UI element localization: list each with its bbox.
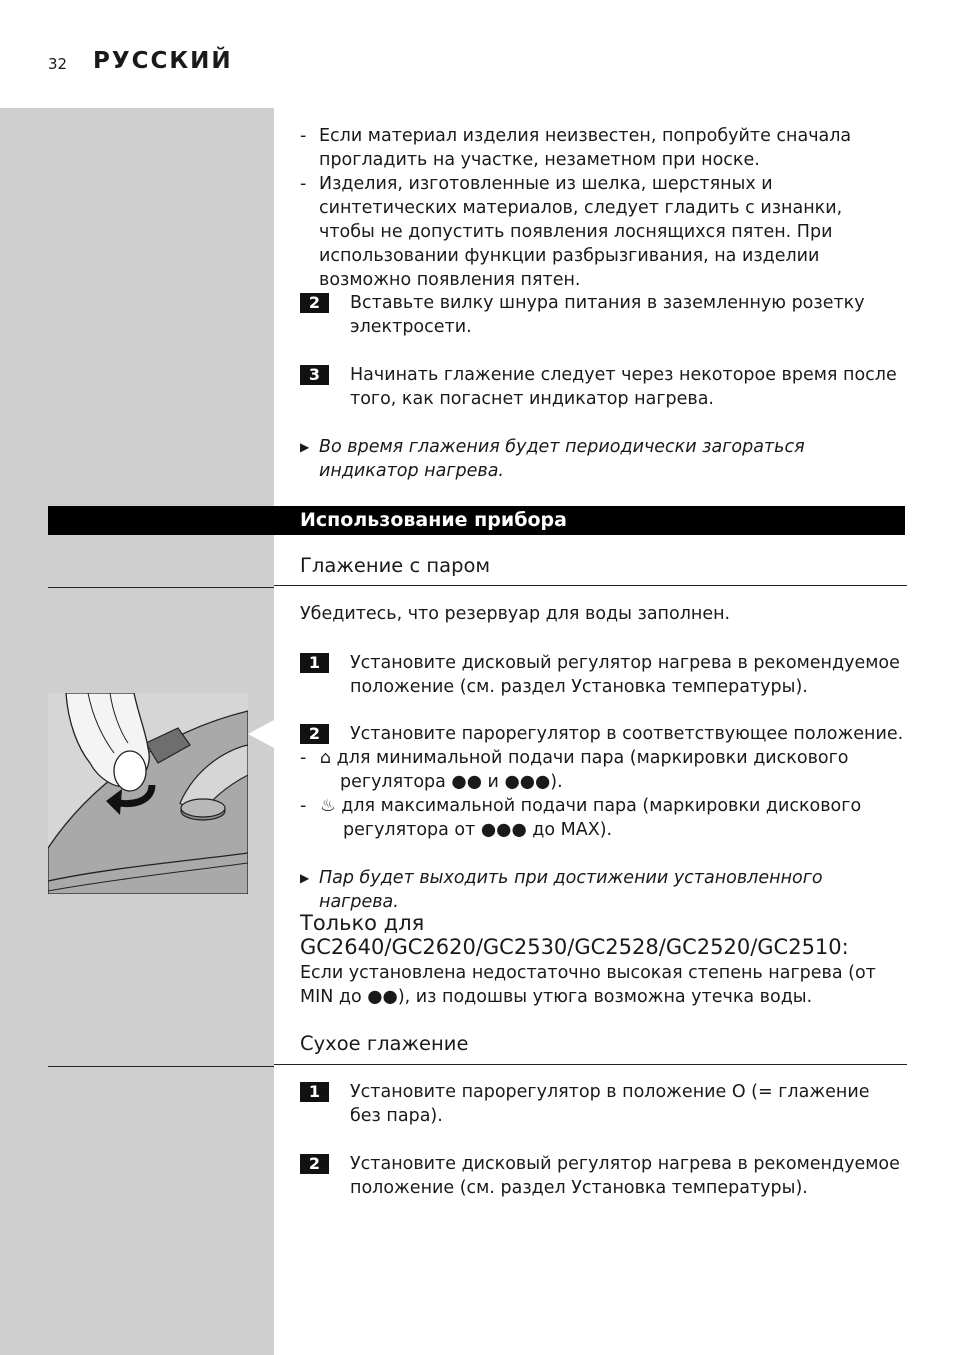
step-number: 3: [300, 365, 329, 385]
iron-drawing: [48, 693, 248, 894]
triangle-bullet-icon: ▶: [300, 871, 310, 885]
intro-text: Убедитесь, что резервуар для воды заполнен.: [300, 604, 731, 624]
list-item-text: Если материал изделия неизвестен, попробуйте сначала прогладить на участке, незаметном при носке.: [319, 126, 852, 170]
list-item-text: ♨ для максимальной подачи пара (маркировки дискового регулятора от ●●● до MAX).: [320, 796, 862, 840]
step-item: [300, 651, 900, 699]
step-item: [300, 1080, 900, 1128]
step-item: [300, 363, 900, 411]
models-text: Если установлена недостаточно высокая степень нагрева (от MIN до ●●), из подошвы утюга возможна утечка воды.: [300, 963, 876, 1007]
heading-rule: [48, 587, 274, 588]
subsection-heading-dry: Сухое глажение: [300, 1032, 469, 1055]
step-text: Установите дисковый регулятор нагрева в рекомендуемое положение (см. раздел Установка температуры).: [350, 653, 900, 697]
heading-rule: [274, 1064, 907, 1065]
subsection-heading-steam: Глажение с паром: [300, 554, 491, 577]
list-item: [300, 794, 900, 842]
step-item: [300, 722, 910, 746]
list-item: [300, 124, 900, 172]
dash-marker: -: [300, 174, 307, 194]
step-text: Начинать глажение следует через некоторое время после того, как погаснет индикатор нагрева.: [350, 365, 897, 409]
step-number: 1: [300, 653, 329, 673]
triangle-bullet-icon: ▶: [300, 440, 310, 454]
step-number: 2: [300, 293, 329, 313]
result-note: [300, 435, 890, 483]
list-item-text: ⌂ для минимальной подачи пара (маркировки дискового регулятора ●● и ●●●).: [320, 748, 849, 792]
section-title: Использование прибора: [300, 509, 567, 531]
dash-marker: -: [300, 796, 307, 816]
models-heading: Только для GC2640/GC2620/GC2530/GC2528/GC2520/GC2510:: [300, 911, 849, 959]
list-item: [300, 746, 900, 794]
step-text: Установите парорегулятор в положение O (= глажение без пара).: [350, 1082, 870, 1126]
language-heading: РУССКИЙ: [93, 48, 233, 74]
list-item: [300, 172, 900, 292]
step-item: [300, 1152, 900, 1200]
note-text: Пар будет выходить при достижении установленного нагрева.: [319, 868, 823, 912]
heading-rule: [48, 1066, 274, 1067]
result-note: [300, 866, 900, 914]
callout-pointer: [248, 720, 274, 748]
heading-rule: [274, 585, 907, 586]
step-number: 2: [300, 724, 329, 744]
step-text: Установите парорегулятор в соответствующее положение.: [350, 724, 904, 744]
step-number: 1: [300, 1082, 329, 1102]
dash-marker: -: [300, 126, 307, 146]
note-text: Во время глажения будет периодически загораться индикатор нагрева.: [319, 437, 805, 481]
step-item: [300, 291, 900, 339]
dash-marker: -: [300, 748, 307, 768]
step-number: 2: [300, 1154, 329, 1174]
iron-steam-control-illustration: [48, 693, 248, 894]
page-number: 32: [48, 55, 68, 73]
list-item-text: Изделия, изготовленные из шелка, шерстяных и синтетических материалов, следует гладить с изнанки, чтобы не допустить появления лоснящихся пятен. При использовании функции разбрызгивания, на изделии возможно появления пятен.: [319, 174, 843, 290]
step-text: Вставьте вилку шнура питания в заземленную розетку электросети.: [350, 293, 865, 337]
step-text: Установите дисковый регулятор нагрева в рекомендуемое положение (см. раздел Установка температуры).: [350, 1154, 900, 1198]
